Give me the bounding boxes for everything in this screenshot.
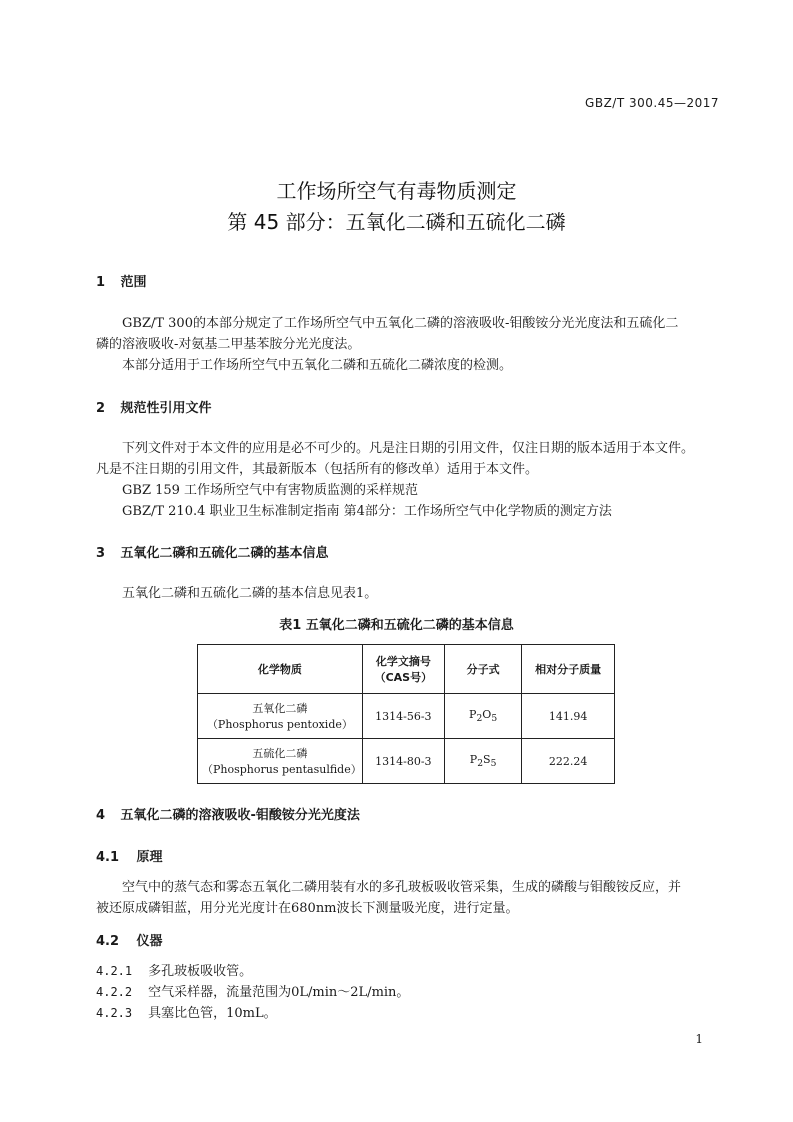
section-2-heading xyxy=(96,397,212,416)
item-number: 4.2.3 xyxy=(96,1006,133,1020)
section-3-number: 3 xyxy=(96,546,106,561)
section-4-1-para-line1: 空气中的蒸气态和雾态五氧化二磷用装有水的多孔玻板吸收管采集，生成的磷酸与钼酸铵反应，并 xyxy=(122,880,682,895)
header-relative-molecular-mass: 相对分子质量 xyxy=(522,645,615,694)
section-1-para2: 本部分适用于工作场所空气中五氧化二磷和五硫化二磷浓度的检测。 xyxy=(122,358,513,373)
reference-gbz-t-210-4: GBZ/T 210.4 职业卫生标准制定指南 第4部分：工作场所空气中化学物质的测定方法 xyxy=(122,504,612,519)
substance-name-en: （Phosphorus pentoxide） xyxy=(206,718,353,731)
item-text: 具塞比色管，10mL。 xyxy=(148,1006,277,1021)
formula-element-p: P xyxy=(469,707,477,721)
section-3-title: 五氧化二磷和五硫化二磷的基本信息 xyxy=(120,546,329,561)
substance-name-cn: 五氧化二磷 xyxy=(252,702,308,715)
standard-number: GBZ/T 300.45—2017 xyxy=(585,96,719,110)
substance-name-cn: 五硫化二磷 xyxy=(252,747,308,760)
section-1-para1-line1: GBZ/T 300的本部分规定了工作场所空气中五氧化二磷的溶液吸收-钼酸铵分光光度法和五硫化二 xyxy=(122,316,679,331)
item-number: 4.2.2 xyxy=(96,985,133,999)
section-4-1-number: 4.1 xyxy=(96,850,120,865)
formula-subscript-x: 5 xyxy=(491,713,498,725)
section-4-1-heading xyxy=(96,846,163,865)
substance-name-en: （Phosphorus pentasulfide） xyxy=(202,763,362,776)
list-item xyxy=(96,960,252,979)
page-number: 1 xyxy=(695,1032,703,1046)
section-4-2-title: 仪器 xyxy=(136,934,163,949)
section-2-para-line2: 凡是不注日期的引用文件，其最新版本（包括所有的修改单）适用于本文件。 xyxy=(96,462,539,477)
reference-gbz-159: GBZ 159 工作场所空气中有害物质监测的采样规范 xyxy=(122,483,419,498)
table-1-caption: 表1 五氧化二磷和五硫化二磷的基本信息 xyxy=(279,618,514,633)
section-3-para: 五氧化二磷和五硫化二磷的基本信息见表1。 xyxy=(122,586,378,601)
section-1-para1-line2: 磷的溶液吸收-对氨基二甲基苯胺分光光度法。 xyxy=(96,337,361,352)
table-header-row xyxy=(198,645,615,694)
section-1-title: 范围 xyxy=(120,275,147,290)
section-4-2-heading xyxy=(96,930,163,949)
item-number: 4.2.1 xyxy=(96,964,133,978)
formula-subscript-p: 2 xyxy=(476,713,483,725)
formula-subscript-x: 5 xyxy=(490,758,497,770)
section-2-number: 2 xyxy=(96,401,106,416)
cell-molecular-formula xyxy=(444,739,521,784)
header-cas-line1: 化学文摘号 xyxy=(375,655,431,668)
section-2-title: 规范性引用文件 xyxy=(120,401,212,416)
cell-relative-molecular-mass: 141.94 xyxy=(522,694,615,739)
header-chemical-substance: 化学物质 xyxy=(198,645,363,694)
document-title-line2: 第 45 部分：五氧化二磷和五硫化二磷 xyxy=(227,210,566,234)
section-1-heading xyxy=(96,271,147,290)
list-item xyxy=(96,1002,277,1021)
section-4-title: 五氧化二磷的溶液吸收-钼酸铵分光光度法 xyxy=(120,808,360,823)
cell-substance-name xyxy=(198,739,363,784)
section-4-1-title: 原理 xyxy=(136,850,163,865)
basic-info-table xyxy=(197,644,615,784)
table-row xyxy=(198,739,615,784)
formula-element-x: S xyxy=(483,752,491,766)
formula-subscript-p: 2 xyxy=(477,758,484,770)
cell-cas-number: 1314-80-3 xyxy=(362,739,444,784)
item-text: 多孔玻板吸收管。 xyxy=(148,964,253,979)
formula-element-x: O xyxy=(482,707,492,721)
header-cas-line2: （CAS号） xyxy=(374,671,433,684)
section-4-2-number: 4.2 xyxy=(96,934,120,949)
table-row xyxy=(198,694,615,739)
section-2-para-line1: 下列文件对于本文件的应用是必不可少的。凡是注日期的引用文件，仅注日期的版本适用于本文件。 xyxy=(122,441,695,456)
header-cas-number xyxy=(362,645,444,694)
section-1-number: 1 xyxy=(96,275,106,290)
cell-cas-number: 1314-56-3 xyxy=(362,694,444,739)
cell-substance-name xyxy=(198,694,363,739)
section-4-number: 4 xyxy=(96,808,106,823)
document-title-line1: 工作场所空气有毒物质测定 xyxy=(276,179,517,203)
section-4-1-para-line2: 被还原成磷钼蓝，用分光光度计在680nm波长下测量吸光度，进行定量。 xyxy=(96,901,519,916)
section-3-heading xyxy=(96,542,329,561)
formula-element-p: P xyxy=(469,752,478,766)
section-4-heading xyxy=(96,804,360,823)
list-item xyxy=(96,981,409,1000)
cell-relative-molecular-mass: 222.24 xyxy=(522,739,615,784)
cell-molecular-formula xyxy=(444,694,521,739)
header-molecular-formula: 分子式 xyxy=(444,645,521,694)
item-text: 空气采样器，流量范围为0L/min～2L/min。 xyxy=(148,985,410,1000)
